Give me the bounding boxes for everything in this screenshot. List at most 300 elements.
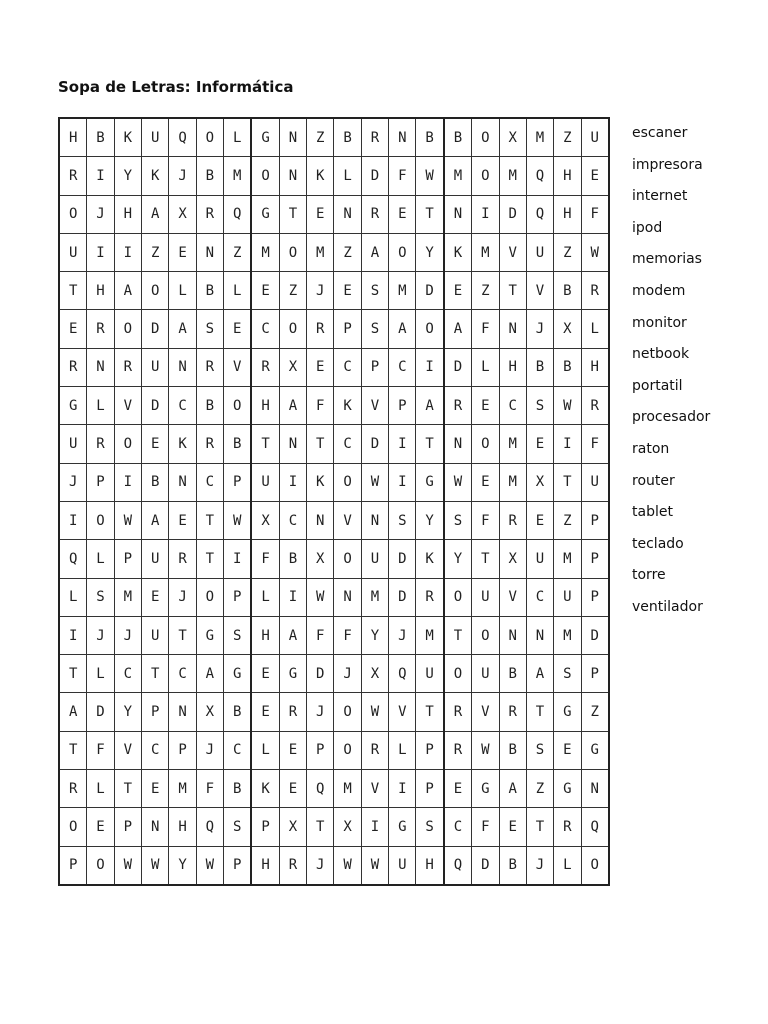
grid-cell: E — [279, 770, 306, 808]
grid-cell: C — [169, 387, 196, 425]
grid-cell: O — [472, 425, 499, 463]
grid-row — [59, 425, 609, 463]
grid-cell: P — [307, 731, 334, 769]
grid-cell: T — [526, 693, 553, 731]
grid-cell: U — [526, 540, 553, 578]
grid-cell: X — [196, 693, 223, 731]
grid-cell: P — [251, 808, 279, 846]
grid-cell: Y — [114, 157, 141, 195]
grid-cell: V — [114, 387, 141, 425]
grid-cell: M — [499, 425, 526, 463]
grid-cell: Q — [169, 118, 196, 157]
grid-cell: S — [361, 310, 388, 348]
grid-cell: R — [416, 578, 444, 616]
word-list-item: torre — [632, 567, 666, 584]
word-list-item: escaner — [632, 125, 688, 141]
grid-cell: U — [389, 846, 416, 885]
grid-cell: G — [224, 655, 252, 693]
grid-cell: W — [114, 501, 141, 539]
grid-cell: B — [334, 118, 361, 157]
grid-cell: N — [444, 195, 472, 233]
grid-cell: R — [87, 310, 114, 348]
grid-cell: C — [224, 731, 252, 769]
grid-cell: U — [59, 425, 87, 463]
grid-cell: O — [444, 578, 472, 616]
grid-cell: E — [142, 770, 169, 808]
grid-cell: P — [334, 310, 361, 348]
page-title: Sopa de Letras: Informática — [58, 78, 294, 96]
grid-cell: S — [87, 578, 114, 616]
grid-row — [59, 846, 609, 885]
grid-cell: Z — [334, 233, 361, 271]
grid-cell: O — [389, 233, 416, 271]
grid-cell: H — [169, 808, 196, 846]
grid-cell: T — [59, 272, 87, 310]
grid-cell: E — [251, 693, 279, 731]
grid-cell: L — [87, 655, 114, 693]
word-list-item: internet — [632, 188, 688, 205]
word-list-item: monitor — [632, 314, 687, 331]
grid-cell: R — [59, 157, 87, 195]
grid-cell: Q — [389, 655, 416, 693]
grid-cell: B — [142, 463, 169, 501]
grid-cell: W — [142, 846, 169, 885]
grid-cell: I — [87, 157, 114, 195]
grid-cell: Y — [361, 616, 388, 654]
grid-row — [59, 310, 609, 348]
grid-cell: O — [279, 233, 306, 271]
word-list-item: ventilador — [632, 598, 703, 615]
grid-cell: R — [87, 425, 114, 463]
grid-cell: O — [334, 693, 361, 731]
grid-cell: D — [416, 272, 444, 310]
grid-row — [59, 157, 609, 195]
grid-row — [59, 693, 609, 731]
grid-cell: B — [196, 387, 223, 425]
grid-cell: G — [581, 731, 609, 769]
grid-cell: H — [87, 272, 114, 310]
grid-cell: W — [361, 846, 388, 885]
grid-cell: S — [224, 808, 252, 846]
grid-cell: C — [389, 348, 416, 386]
grid-cell: N — [334, 195, 361, 233]
grid-cell: Q — [444, 846, 472, 885]
word-list-item: portatil — [632, 377, 683, 394]
grid-cell: D — [307, 655, 334, 693]
grid-cell: U — [142, 348, 169, 386]
grid-cell: W — [472, 731, 499, 769]
grid-cell: N — [499, 310, 526, 348]
grid-cell: C — [196, 463, 223, 501]
grid-cell: A — [444, 310, 472, 348]
grid-cell: L — [389, 731, 416, 769]
grid-cell: G — [196, 616, 223, 654]
grid-cell: K — [307, 463, 334, 501]
grid-cell: M — [334, 770, 361, 808]
grid-cell: M — [389, 272, 416, 310]
grid-cell: U — [59, 233, 87, 271]
grid-cell: V — [499, 233, 526, 271]
grid-cell: T — [416, 425, 444, 463]
grid-cell: T — [251, 425, 279, 463]
grid-cell: X — [499, 118, 526, 157]
grid-cell: E — [444, 770, 472, 808]
grid-cell: B — [224, 770, 252, 808]
grid-cell: A — [142, 195, 169, 233]
grid-cell: P — [224, 846, 252, 885]
grid-cell: V — [361, 770, 388, 808]
grid-cell: C — [444, 808, 472, 846]
grid-cell: N — [389, 118, 416, 157]
grid-cell: M — [361, 578, 388, 616]
grid-cell: R — [59, 770, 87, 808]
grid-cell: J — [307, 693, 334, 731]
grid-cell: O — [334, 540, 361, 578]
grid-cell: W — [196, 846, 223, 885]
grid-cell: L — [87, 540, 114, 578]
grid-cell: C — [334, 425, 361, 463]
grid-cell: U — [472, 578, 499, 616]
grid-cell: D — [361, 157, 388, 195]
grid-cell: L — [251, 578, 279, 616]
grid-cell: B — [416, 118, 444, 157]
grid-cell: N — [361, 501, 388, 539]
grid-row — [59, 616, 609, 654]
grid-cell: I — [59, 501, 87, 539]
grid-cell: X — [279, 808, 306, 846]
grid-cell: J — [87, 195, 114, 233]
grid-cell: R — [554, 808, 581, 846]
grid-row — [59, 272, 609, 310]
grid-cell: Z — [526, 770, 553, 808]
grid-cell: N — [169, 693, 196, 731]
grid-cell: E — [279, 731, 306, 769]
grid-cell: G — [416, 463, 444, 501]
grid-cell: P — [87, 463, 114, 501]
grid-cell: B — [196, 157, 223, 195]
grid-row — [59, 501, 609, 539]
grid-cell: A — [169, 310, 196, 348]
grid-cell: I — [361, 808, 388, 846]
grid-cell: U — [142, 616, 169, 654]
grid-cell: J — [526, 846, 553, 885]
grid-cell: A — [59, 693, 87, 731]
grid-cell: I — [416, 348, 444, 386]
word-list-item: modem — [632, 282, 686, 299]
grid-cell: Z — [554, 233, 581, 271]
grid-cell: T — [142, 655, 169, 693]
grid-cell: O — [334, 731, 361, 769]
grid-cell: U — [472, 655, 499, 693]
grid-cell: N — [169, 463, 196, 501]
grid-cell: X — [361, 655, 388, 693]
grid-cell: H — [499, 348, 526, 386]
grid-cell: P — [581, 578, 609, 616]
grid-cell: E — [307, 348, 334, 386]
grid-cell: U — [361, 540, 388, 578]
grid-cell: F — [389, 157, 416, 195]
grid-cell: G — [389, 808, 416, 846]
grid-cell: J — [307, 846, 334, 885]
grid-row — [59, 387, 609, 425]
grid-cell: U — [416, 655, 444, 693]
grid-cell: X — [526, 463, 553, 501]
grid-cell: O — [279, 310, 306, 348]
grid-cell: R — [444, 731, 472, 769]
grid-cell: Q — [526, 157, 553, 195]
grid-cell: O — [251, 157, 279, 195]
grid-cell: Z — [307, 118, 334, 157]
grid-cell: T — [307, 808, 334, 846]
grid-cell: R — [499, 693, 526, 731]
grid-cell: O — [416, 310, 444, 348]
grid-cell: F — [87, 731, 114, 769]
grid-cell: J — [307, 272, 334, 310]
grid-cell: C — [499, 387, 526, 425]
word-list-item: ipod — [632, 219, 663, 236]
grid-cell: X — [279, 348, 306, 386]
grid-cell: A — [279, 616, 306, 654]
grid-cell: R — [444, 693, 472, 731]
grid-cell: E — [142, 578, 169, 616]
grid-cell: A — [361, 233, 388, 271]
grid-cell: V — [361, 387, 388, 425]
grid-cell: W — [554, 387, 581, 425]
grid-cell: S — [554, 655, 581, 693]
grid-cell: M — [307, 233, 334, 271]
grid-cell: F — [334, 616, 361, 654]
grid-row — [59, 195, 609, 233]
grid-cell: E — [472, 387, 499, 425]
grid-cell: R — [196, 195, 223, 233]
grid-cell: Q — [307, 770, 334, 808]
grid-cell: L — [87, 387, 114, 425]
grid-cell: M — [114, 578, 141, 616]
grid-cell: D — [389, 540, 416, 578]
grid-cell: G — [251, 195, 279, 233]
grid-cell: R — [114, 348, 141, 386]
grid-cell: T — [554, 463, 581, 501]
grid-cell: D — [361, 425, 388, 463]
grid-cell: I — [472, 195, 499, 233]
grid-cell: Z — [224, 233, 252, 271]
grid-cell: P — [416, 731, 444, 769]
grid-cell: R — [307, 310, 334, 348]
grid-cell: N — [334, 578, 361, 616]
grid-cell: R — [279, 846, 306, 885]
grid-cell: Z — [472, 272, 499, 310]
grid-cell: H — [554, 157, 581, 195]
grid-cell: F — [251, 540, 279, 578]
grid-cell: B — [279, 540, 306, 578]
grid-cell: V — [114, 731, 141, 769]
grid-cell: V — [224, 348, 252, 386]
grid-cell: J — [334, 655, 361, 693]
grid-cell: T — [59, 731, 87, 769]
grid-cell: T — [114, 770, 141, 808]
grid-cell: A — [142, 501, 169, 539]
grid-cell: F — [581, 195, 609, 233]
grid-cell: K — [169, 425, 196, 463]
grid-cell: F — [472, 310, 499, 348]
grid-cell: I — [224, 540, 252, 578]
grid-cell: T — [169, 616, 196, 654]
grid-cell: F — [581, 425, 609, 463]
grid-cell: T — [444, 616, 472, 654]
grid-cell: G — [59, 387, 87, 425]
grid-cell: E — [169, 233, 196, 271]
grid-cell: Q — [224, 195, 252, 233]
grid-cell: C — [114, 655, 141, 693]
grid-cell: R — [59, 348, 87, 386]
grid-cell: R — [581, 387, 609, 425]
grid-cell: K — [251, 770, 279, 808]
grid-cell: M — [416, 616, 444, 654]
grid-cell: Y — [114, 693, 141, 731]
grid-cell: H — [554, 195, 581, 233]
grid-cell: S — [361, 272, 388, 310]
grid-cell: I — [114, 463, 141, 501]
grid-cell: Y — [444, 540, 472, 578]
grid-cell: D — [142, 310, 169, 348]
grid-cell: X — [554, 310, 581, 348]
grid-cell: M — [169, 770, 196, 808]
grid-cell: G — [279, 655, 306, 693]
grid-cell: M — [499, 157, 526, 195]
grid-cell: R — [361, 731, 388, 769]
grid-cell: H — [581, 348, 609, 386]
grid-cell: V — [334, 501, 361, 539]
grid-cell: U — [142, 540, 169, 578]
grid-row — [59, 655, 609, 693]
grid-cell: O — [472, 157, 499, 195]
grid-cell: D — [444, 348, 472, 386]
grid-cell: M — [499, 463, 526, 501]
grid-cell: E — [307, 195, 334, 233]
grid-cell: B — [444, 118, 472, 157]
grid-cell: O — [114, 425, 141, 463]
grid-cell: F — [307, 616, 334, 654]
grid-cell: O — [444, 655, 472, 693]
grid-cell: H — [251, 387, 279, 425]
grid-row — [59, 233, 609, 271]
grid-cell: N — [196, 233, 223, 271]
grid-cell: R — [169, 540, 196, 578]
grid-cell: O — [224, 387, 252, 425]
grid-cell: E — [142, 425, 169, 463]
grid-cell: N — [169, 348, 196, 386]
grid-cell: W — [224, 501, 252, 539]
grid-cell: W — [416, 157, 444, 195]
grid-cell: B — [499, 655, 526, 693]
grid-row — [59, 731, 609, 769]
grid-cell: M — [554, 540, 581, 578]
grid-cell: U — [142, 118, 169, 157]
grid-cell: U — [554, 578, 581, 616]
grid-cell: I — [279, 578, 306, 616]
grid-row — [59, 770, 609, 808]
grid-cell: N — [444, 425, 472, 463]
grid-cell: H — [251, 846, 279, 885]
grid-cell: S — [444, 501, 472, 539]
grid-cell: R — [361, 118, 388, 157]
grid-cell: J — [87, 616, 114, 654]
grid-cell: R — [499, 501, 526, 539]
grid-cell: O — [472, 118, 499, 157]
grid-cell: X — [334, 808, 361, 846]
grid-cell: C — [526, 578, 553, 616]
grid-cell: C — [142, 731, 169, 769]
grid-cell: N — [279, 425, 306, 463]
grid-cell: O — [142, 272, 169, 310]
word-search-grid — [58, 117, 610, 886]
grid-cell: E — [581, 157, 609, 195]
grid-cell: P — [224, 578, 252, 616]
grid-cell: J — [389, 616, 416, 654]
grid-cell: F — [307, 387, 334, 425]
grid-cell: P — [114, 808, 141, 846]
grid-cell: X — [169, 195, 196, 233]
grid-cell: U — [581, 463, 609, 501]
grid-cell: E — [554, 731, 581, 769]
grid-cell: P — [581, 655, 609, 693]
grid-cell: O — [59, 808, 87, 846]
grid-cell: B — [87, 118, 114, 157]
grid-cell: V — [472, 693, 499, 731]
grid-cell: U — [251, 463, 279, 501]
word-list-item: teclado — [632, 535, 684, 552]
grid-cell: B — [499, 731, 526, 769]
grid-cell: T — [59, 655, 87, 693]
grid-cell: Z — [142, 233, 169, 271]
grid-cell: J — [196, 731, 223, 769]
grid-cell: J — [169, 578, 196, 616]
grid-cell: O — [196, 578, 223, 616]
grid-cell: Q — [196, 808, 223, 846]
grid-cell: C — [334, 348, 361, 386]
grid-cell: E — [472, 463, 499, 501]
grid-cell: U — [526, 233, 553, 271]
grid-cell: N — [526, 616, 553, 654]
grid-cell: I — [554, 425, 581, 463]
grid-cell: H — [114, 195, 141, 233]
grid-cell: T — [499, 272, 526, 310]
grid-cell: E — [444, 272, 472, 310]
grid-cell: Y — [169, 846, 196, 885]
grid-cell: I — [389, 463, 416, 501]
word-list-item: tablet — [632, 504, 673, 521]
word-list-item: raton — [632, 440, 670, 457]
grid-cell: W — [444, 463, 472, 501]
grid-cell: K — [114, 118, 141, 157]
grid-cell: R — [279, 693, 306, 731]
word-list-item: router — [632, 472, 675, 489]
grid-cell: E — [334, 272, 361, 310]
grid-cell: R — [361, 195, 388, 233]
grid-row — [59, 808, 609, 846]
grid-cell: Q — [581, 808, 609, 846]
grid-cell: Z — [279, 272, 306, 310]
grid-cell: K — [416, 540, 444, 578]
grid-cell: A — [499, 770, 526, 808]
grid-cell: I — [59, 616, 87, 654]
grid-cell: N — [142, 808, 169, 846]
grid-cell: O — [581, 846, 609, 885]
grid-cell: I — [389, 770, 416, 808]
grid-cell: K — [444, 233, 472, 271]
grid-cell: P — [224, 463, 252, 501]
grid-cell: X — [251, 501, 279, 539]
